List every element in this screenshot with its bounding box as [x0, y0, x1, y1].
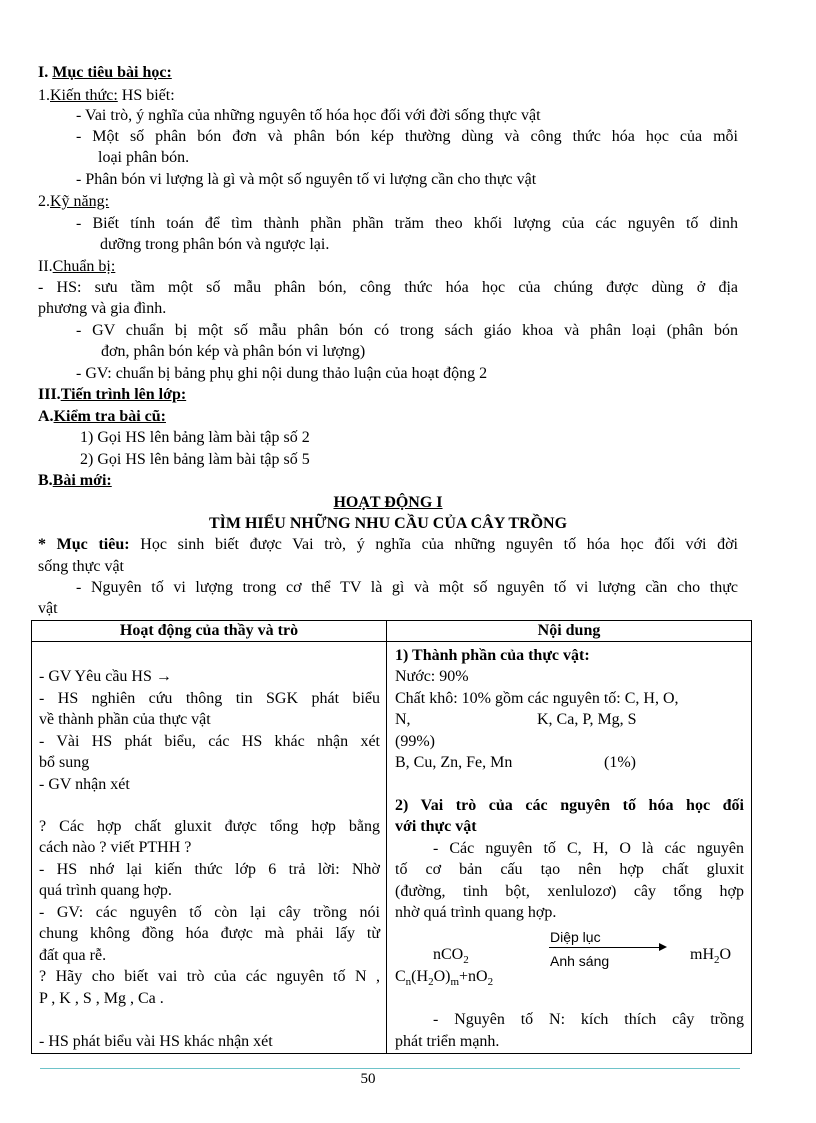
equation-product	[395, 966, 493, 993]
table-header-content: Nội dung	[387, 621, 752, 642]
list-item: 2) Gọi HS lên bảng làm bài tập số 5	[80, 451, 310, 468]
list-item: 1) Gọi HS lên bảng làm bài tập số 2	[80, 429, 310, 446]
eq-left-sub: 2	[463, 954, 469, 967]
left-line: - GV: các nguyên tố còn lại cây trồng nói	[39, 904, 380, 921]
content-heading-2-cont: với thực vật	[395, 818, 477, 835]
left-line: - GV Yêu cầu HS →	[39, 668, 172, 685]
eq-p4: +nO	[459, 968, 488, 985]
paragraph-line: phương và gia đình.	[38, 300, 167, 317]
content-line: (1%)	[604, 754, 636, 771]
section-3-title: Tiến trình lên lớp:	[60, 386, 187, 403]
content-line: phát triển mạnh.	[395, 1033, 500, 1050]
left-line: đất qua rễ.	[39, 947, 107, 964]
section-2-title: Chuẩn bị:	[52, 258, 116, 275]
left-line: - Vài HS phát biểu, các HS khác nhận xét	[39, 733, 380, 750]
goal-text: Học sinh biết được Vai trò, ý nghĩa của những nguyên tố hóa học đối với đời	[129, 536, 739, 553]
content-line: (99%)	[395, 733, 435, 750]
section-2-heading	[38, 257, 115, 277]
paragraph-line: - HS: sưu tầm một số mẫu phân bón, công thức hóa học của chúng được dùng ở địa	[38, 279, 738, 296]
section-1b-heading	[38, 192, 109, 212]
list-item: - Vai trò, ý nghĩa của những nguyên tố hóa học đối với đời sống thực vật	[76, 107, 541, 124]
right-cell	[387, 642, 751, 1053]
eq-p1: C	[395, 968, 406, 985]
left-line: về thành phần của thực vật	[39, 711, 211, 728]
equation-arrow-line	[549, 947, 661, 948]
content-line: nhờ quá trình quang hợp.	[395, 904, 557, 921]
left-line: - GV nhận xét	[39, 776, 130, 793]
goal-line: - Nguyên tố vi lượng trong cơ thể TV là gì và một số nguyên tố vi lượng cần cho thực	[76, 579, 738, 596]
paragraph-line: đơn, phân bón kép và phân bón vi lượng)	[101, 343, 366, 360]
section-1-heading	[38, 63, 172, 83]
goal-line: vật	[38, 600, 58, 617]
eq-right-sub: 2	[714, 954, 720, 967]
equation-condition: Anh sáng	[550, 953, 610, 969]
left-line: P , K , S , Mg , Ca .	[39, 990, 164, 1007]
eq-p2: (H	[411, 968, 429, 985]
left-line: bổ sung	[39, 754, 90, 771]
section-1-number: I.	[38, 64, 53, 81]
content-line: - Các nguyên tố C, H, O là các nguyên	[433, 840, 744, 857]
eq-p3: O)	[433, 968, 451, 985]
section-3-heading	[38, 385, 186, 405]
paragraph-line: - GV: chuẩn bị bảng phụ ghi nội dung thảo luận của hoạt động 2	[76, 365, 488, 382]
section-3b-heading	[38, 471, 112, 491]
list-item: - Một số phân bón đơn và phân bón kép thường dùng và công thức hóa học của mỗi	[76, 128, 738, 145]
section-3-number: III.	[38, 386, 61, 403]
left-line: quá trình quang hợp.	[39, 882, 172, 899]
content-heading-1: 1) Thành phần của thực vật:	[395, 647, 590, 664]
eq-p3-sub: m	[450, 976, 460, 989]
list-item-continued: dưỡng trong phân bón và ngược lại.	[100, 236, 330, 253]
section-1a-title: Kiến thức:	[50, 87, 118, 104]
eq-p2-sub: 2	[428, 976, 434, 989]
content-line: - Nguyên tố N: kích thích cây trồng	[433, 1011, 744, 1028]
goal-line: sống thực vật	[38, 558, 124, 575]
content-line: N,	[395, 711, 411, 728]
content-line: (đường, tinh bột, xenlulozơ) cây tổng hợp	[395, 883, 744, 900]
section-1a-number: 1.	[38, 87, 50, 104]
eq-right: mH	[690, 946, 714, 963]
section-1a-heading	[38, 86, 175, 106]
list-item-continued: loại phân bón.	[98, 149, 190, 166]
eq-right-end: O	[719, 946, 732, 963]
table-header-teacher-student: Hoạt động của thầy và trò	[32, 621, 387, 642]
content-line: K, Ca, P, Mg, S	[537, 711, 637, 728]
left-line: - HS nhớ lại kiến thức lớp 6 trả lời: Nhờ	[39, 861, 380, 878]
section-1a-rest: HS biết:	[117, 87, 175, 104]
eq-p4-sub: 2	[487, 976, 494, 989]
section-3b-title: Bài mới:	[52, 472, 112, 489]
content-line: B, Cu, Zn, Fe, Mn	[395, 754, 513, 771]
eq-left: nCO	[433, 946, 464, 963]
content-line: Chất khô: 10% gồm các nguyên tố: C, H, O,	[395, 690, 679, 707]
content-heading-2: 2) Vai trò của các nguyên tố hóa học đối	[395, 797, 744, 814]
equation-catalyst: Diệp lục	[550, 929, 601, 945]
paragraph-line: - GV chuẩn bị một số mẫu phân bón có trong sách giáo khoa và phân loại (phân bón	[76, 322, 738, 339]
list-item: - Phân bón vi lượng là gì và một số nguyên tố vi lượng cần cho thực vật	[76, 171, 537, 188]
content-line: tố cơ bản cấu tạo nên hợp chất gluxit	[395, 861, 744, 878]
activity-title: HOẠT ĐỘNG I	[333, 494, 443, 511]
goal-line	[38, 535, 738, 555]
left-line: ? Hãy cho biết vai trò của các nguyên tố N ,	[39, 968, 380, 985]
section-3b-number: B.	[38, 472, 53, 489]
activity-subtitle: TÌM HIỂU NHỮNG NHU CẦU CỦA CÂY TRỒNG	[208, 515, 568, 532]
left-line: - HS nghiên cứu thông tin SGK phát biểu	[39, 690, 380, 707]
left-line: chung không đồng hóa được mà phải lấy từ	[39, 925, 380, 942]
page-number: 50	[360, 1071, 376, 1087]
section-3a-title: Kiểm tra bài cũ:	[53, 408, 166, 425]
left-cell	[32, 642, 386, 1053]
left-line: ? Các hợp chất gluxit được tổng hợp bằng	[39, 818, 380, 835]
section-1b-title: Kỹ năng:	[50, 193, 110, 210]
section-1b-number: 2.	[38, 193, 50, 210]
section-3a-heading	[38, 407, 166, 427]
activity-table	[31, 620, 752, 1054]
left-line: - HS phát biểu vài HS khác nhận xét	[39, 1033, 273, 1050]
left-line: cách nào ? viết PTHH ?	[39, 839, 192, 856]
section-3a-number: A.	[38, 408, 54, 425]
equation-arrow-icon	[659, 943, 667, 951]
goal-label: * Mục tiêu:	[38, 536, 130, 553]
content-line: Nước: 90%	[395, 668, 469, 685]
section-1-title: Mục tiêu bài học:	[52, 64, 172, 81]
equation-water	[690, 944, 731, 971]
list-item: - Biết tính toán để tìm thành phần phần trăm theo khối lượng của các nguyên tố dinh	[76, 215, 738, 232]
section-2-number: II.	[38, 258, 53, 275]
eq-p1-sub: n	[405, 976, 412, 989]
